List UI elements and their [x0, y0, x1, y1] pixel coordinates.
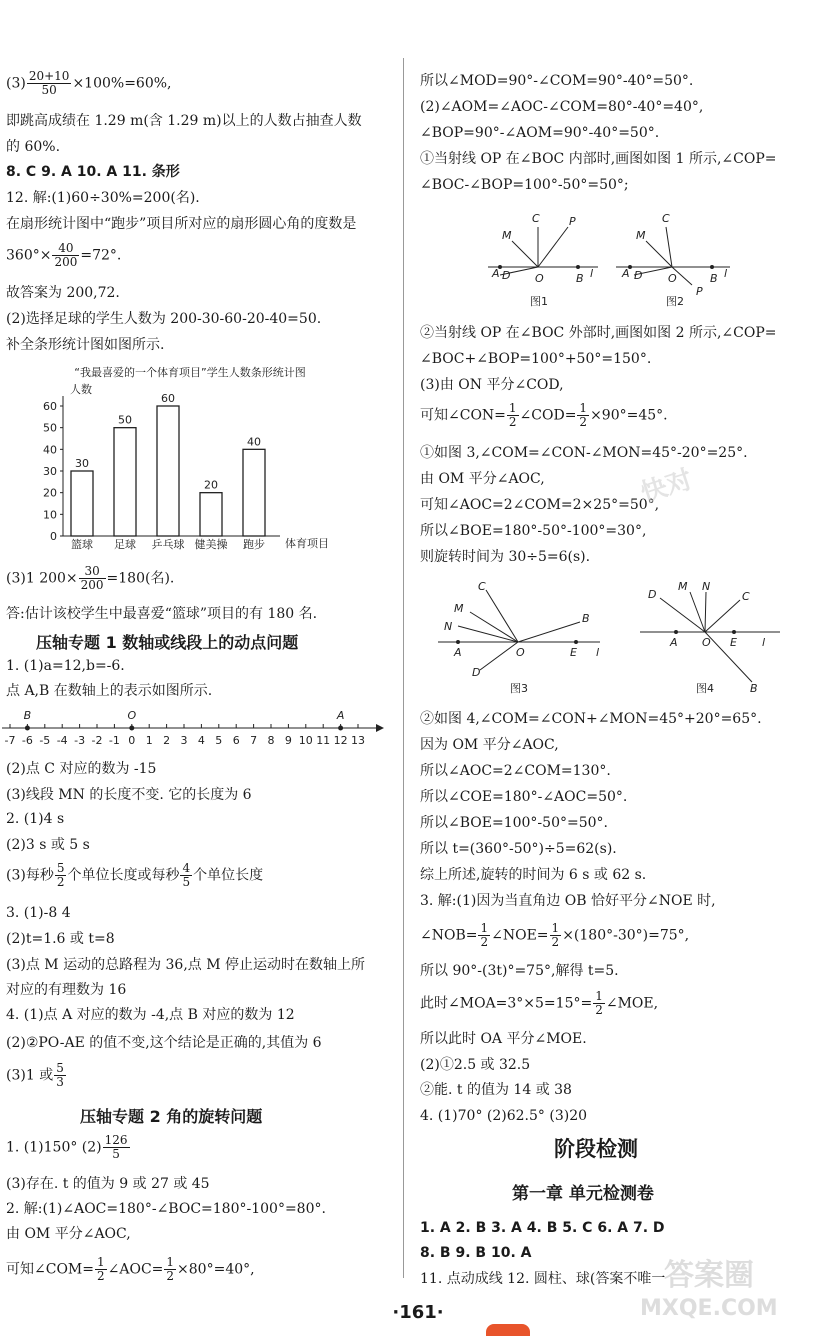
answer-line: 4. (1)70° (2)62.5° (3)20 [420, 1108, 588, 1124]
svg-text:O: O [516, 646, 525, 659]
answer-line: 因为 OM 平分∠AOC, [420, 737, 559, 753]
answer-line: 所以此时 OA 平分∠MOE. [420, 1031, 587, 1047]
svg-text:C: C [662, 212, 670, 225]
svg-text:P: P [696, 285, 703, 298]
svg-text:N: N [702, 580, 711, 593]
figure-3-caption: 图3 [510, 682, 528, 695]
number-line-tick-label: -1 [108, 734, 120, 747]
answer-line: (3)点 M 运动的总路程为 36,点 M 停止运动时在数轴上所 [6, 957, 366, 973]
number-line-tick-label: 1 [145, 734, 153, 747]
watermark: MXQE.COM [640, 1296, 778, 1321]
y-tick-label: 60 [43, 400, 57, 413]
y-tick-label: 40 [43, 443, 57, 457]
answer-line: 所以∠BOE=100°-50°=50°. [420, 815, 608, 831]
answer-line: 则旋转时间为 30÷5=6(s). [420, 549, 591, 565]
svg-text:M: M [636, 229, 646, 242]
answer-line: ②能. t 的值为 14 或 38 [420, 1082, 572, 1098]
answer-line: (2)点 C 对应的数为 -15 [6, 761, 157, 777]
svg-text:B: B [582, 612, 590, 625]
answer-line: 4. (1)点 A 对应的数为 -4,点 B 对应的数为 12 [6, 1007, 295, 1023]
answer-line: 1. (1)150° (2) $\frac{126}{5}$ [6, 1133, 128, 1161]
y-tick-label: 0 [50, 530, 57, 543]
figure-3-4 [430, 576, 810, 700]
number-line-tick-label: 2 [163, 734, 171, 747]
svg-text:E: E [730, 636, 737, 649]
number-line-tick-label: -2 [91, 734, 103, 747]
section-heading: 压轴专题 1 数轴或线段上的动点问题 [36, 633, 299, 652]
answer-line: 对应的有理数为 16 [6, 982, 127, 998]
svg-text:N: N [444, 620, 453, 633]
bar-value-label: 30 [75, 457, 89, 470]
answer-line: (3)存在. t 的值为 9 或 27 或 45 [6, 1176, 210, 1192]
category-label: 乒乓球 [151, 538, 185, 551]
svg-text:B: B [710, 272, 718, 285]
svg-text:D: D [502, 269, 511, 282]
answer-line: (3)由 ON 平分∠COD, [420, 377, 564, 393]
number-line-tick-label: -3 [74, 734, 86, 747]
number-line-tick-label: -4 [56, 734, 68, 747]
number-line-tick-label: 13 [351, 734, 365, 747]
answer-line: 可知∠CON= $\frac{1}{2}$ ∠COD= $\frac{1}{2}$ ×90°=45°. [420, 401, 668, 429]
figure-4-caption: 图4 [696, 682, 714, 695]
svg-text:l: l [596, 646, 600, 659]
number-line-tick-label: -7 [4, 734, 16, 747]
number-line-tick-label: -5 [39, 734, 51, 747]
number-line-tick-label: 9 [284, 734, 292, 747]
answer-line: 12. 解:(1)60÷30%=200(名). [6, 190, 200, 206]
answer-line: (3) $\frac{20+10}{50}$ ×100%=60%, [6, 69, 172, 97]
number-line-tick-label: 10 [298, 734, 313, 747]
bar [114, 428, 136, 536]
svg-text:A: A [670, 636, 678, 649]
answer-line: (3)1 或 $\frac{5}{3}$ [6, 1061, 64, 1089]
answer-line: 所以∠AOC=2∠COM=130°. [420, 763, 611, 779]
watermark: 快对 [637, 464, 697, 510]
y-tick-label: 20 [43, 486, 57, 500]
answer-line: 1. (1)a=12,b=-6. [6, 658, 125, 674]
bar [71, 471, 93, 536]
chapter-title: 第一章 单元检测卷 [512, 1184, 654, 1204]
number-line-point-label: A [336, 709, 345, 722]
answer-line: 1. A 2. B 3. A 4. B 5. C 6. A 7. D [420, 1220, 665, 1236]
answer-line: 答:估计该校学生中最喜爱“篮球”项目的有 180 名. [6, 606, 318, 622]
bar [243, 449, 265, 536]
answer-line: (3)每秒 $\frac{5}{2}$ 个单位长度或每秒 $\frac{4}{5}$ 个单位长度 [6, 861, 264, 889]
answer-line: ∠BOC-∠BOP=100°-50°=50°; [420, 177, 629, 193]
y-tick-label: 30 [43, 465, 57, 478]
answer-line: 可知∠AOC=2∠COM=2×25°=50°, [420, 497, 660, 513]
answer-line: ①当射线 OP 在∠BOC 内部时,画图如图 1 所示,∠COP= [420, 151, 777, 167]
answer-line: ∠BOP=90°-∠AOM=90°-40°=50°. [420, 125, 660, 141]
svg-text:l: l [590, 267, 594, 280]
section-title: 阶段检测 [554, 1137, 638, 1161]
svg-text:A: A [454, 646, 462, 659]
answer-line: 8. C 9. A 10. A 11. 条形 [6, 164, 180, 180]
answer-line: 2. 解:(1)∠AOC=180°-∠BOC=180°-100°=80°. [6, 1201, 326, 1217]
category-label: 跑步 [243, 538, 265, 551]
answer-line: 由 OM 平分∠AOC, [6, 1226, 131, 1242]
svg-text:C: C [742, 590, 750, 603]
number-line-tick-label: 12 [333, 734, 348, 747]
answer-line: 所以 t=(360°-50°)÷5=62(s). [420, 841, 617, 857]
svg-text:A: A [622, 267, 630, 280]
figure-2-caption: 图2 [666, 295, 684, 308]
bar-value-label: 50 [118, 413, 132, 427]
y-tick-label: 10 [43, 508, 57, 522]
answer-line: 的 60%. [6, 139, 61, 155]
answer-line: 即跳高成绩在 1.29 m(含 1.29 m)以上的人数占抽查人数 [6, 113, 362, 129]
number-line-tick-label: 7 [250, 734, 258, 747]
category-label: 篮球 [71, 538, 93, 551]
svg-text:B: B [576, 272, 584, 285]
answer-line: 所以∠BOE=180°-50°-100°=30°, [420, 523, 647, 539]
answer-line: 在扇形统计图中“跑步”项目所对应的扇形圆心角的度数是 [6, 216, 357, 232]
svg-text:D: D [634, 269, 643, 282]
section-heading: 压轴专题 2 角的旋转问题 [80, 1107, 263, 1126]
figure-1-2 [480, 205, 760, 315]
answer-line: 11. 点动成线 12. 圆柱、球(答案不唯一 [420, 1271, 666, 1287]
answer-line: (2)②PO-AE 的值不变,这个结论是正确的,其值为 6 [6, 1035, 322, 1051]
number-line-tick-label: 6 [232, 734, 240, 747]
svg-text:P: P [569, 215, 576, 228]
bar-value-label: 20 [204, 478, 218, 492]
answer-line: 此时∠MOA=3°×5=15°= $\frac{1}{2}$ ∠MOE, [420, 989, 659, 1017]
bar-chart [30, 362, 360, 552]
svg-text:C: C [478, 580, 486, 593]
svg-text:M: M [502, 229, 512, 242]
answer-line: (3)1 200× $\frac{30}{200}$ =180(名). [6, 564, 175, 592]
bar [157, 406, 179, 536]
chart-ylabel: 人数 [70, 383, 92, 396]
answer-line: 点 A,B 在数轴上的表示如图所示. [6, 683, 213, 699]
number-line-tick-label: 0 [128, 734, 136, 747]
svg-text:l: l [762, 636, 766, 649]
answer-line: (3)线段 MN 的长度不变. 它的长度为 6 [6, 787, 252, 803]
figure-3 [438, 580, 600, 695]
category-label: 足球 [114, 538, 136, 551]
answer-line: ①如图 3,∠COM=∠CON-∠MON=45°-20°=25°. [420, 445, 748, 461]
number-line-tick-label: 5 [215, 734, 223, 747]
answer-line: 故答案为 200,72. [6, 285, 120, 301]
svg-text:O: O [702, 636, 711, 649]
svg-text:l: l [724, 267, 728, 280]
answer-line: ②如图 4,∠COM=∠CON+∠MON=45°+20°=65°. [420, 711, 762, 727]
answer-line: 补全条形统计图如图所示. [6, 337, 165, 353]
svg-text:M: M [678, 580, 688, 593]
number-line-point [25, 726, 30, 731]
chart-xlabel: 体育项目 [285, 537, 329, 550]
column-divider [403, 58, 404, 1278]
answer-line: (2)t=1.6 或 t=8 [6, 931, 115, 947]
answer-line: (2)3 s 或 5 s [6, 837, 90, 853]
answer-line: ②当射线 OP 在∠BOC 外部时,画图如图 2 所示,∠COP= [420, 325, 777, 341]
answer-line: 由 OM 平分∠AOC, [420, 471, 545, 487]
figure-4 [640, 580, 780, 695]
page-tab-marker [486, 1324, 530, 1336]
answer-line: ∠BOC+∠BOP=100°+50°=150°. [420, 351, 652, 367]
svg-text:D: D [472, 666, 481, 679]
number-line-tick-label: 3 [180, 734, 188, 747]
number-line [0, 706, 390, 752]
answer-line: 3. 解:(1)因为当直角边 OB 恰好平分∠NOE 时, [420, 893, 716, 909]
answer-line: (2)∠AOM=∠AOC-∠COM=80°-40°=40°, [420, 99, 704, 115]
svg-text:O: O [535, 272, 544, 285]
number-line-tick-label: 8 [267, 734, 275, 747]
svg-text:O: O [668, 272, 677, 285]
figure-2 [616, 212, 730, 308]
bar-value-label: 60 [161, 392, 175, 405]
answer-line: (2)选择足球的学生人数为 200-30-60-20-40=50. [6, 311, 322, 327]
answer-line: 2. (1)4 s [6, 811, 65, 827]
svg-text:M: M [454, 602, 464, 615]
answer-line: 所以 90°-(3t)°=75°,解得 t=5. [420, 963, 619, 979]
answer-line: 3. (1)-8 4 [6, 905, 71, 921]
svg-text:D: D [648, 588, 657, 601]
svg-text:E: E [570, 646, 577, 659]
number-line-point [129, 726, 134, 731]
figure-1-caption: 图1 [530, 295, 548, 308]
answer-line: 综上所述,旋转的时间为 6 s 或 62 s. [420, 867, 647, 883]
number-line-point-label: B [23, 709, 32, 722]
chart-title: “我最喜爱的一个体育项目”学生人数条形统计图 [74, 366, 306, 379]
page-number: ·161· [392, 1302, 444, 1323]
y-tick-label: 50 [43, 421, 57, 435]
answer-line: 所以∠COE=180°-∠AOC=50°. [420, 789, 628, 805]
bar [200, 493, 222, 536]
svg-text:C: C [532, 212, 540, 225]
answer-line: 所以∠MOD=90°-∠COM=90°-40°=50°. [420, 73, 694, 89]
svg-text:B: B [750, 682, 758, 695]
number-line-tick-label: 4 [197, 734, 205, 747]
watermark: 答案圈 [664, 1258, 754, 1293]
answer-line: ∠NOB= $\frac{1}{2}$ ∠NOE= $\frac{1}{2}$ ×(180°-30°)=75°, [420, 921, 690, 949]
figure-1 [488, 212, 598, 308]
answer-line: 可知∠COM= $\frac{1}{2}$ ∠AOC= $\frac{1}{2}$ ×80°=40°, [6, 1255, 255, 1283]
number-line-point-label: O [127, 709, 137, 722]
number-line-point [338, 726, 343, 731]
answer-line: (2)①2.5 或 32.5 [420, 1057, 531, 1073]
svg-text:A: A [492, 267, 500, 280]
bar-value-label: 40 [247, 435, 261, 449]
number-line-tick-label: -6 [21, 734, 33, 747]
answer-line: 8. B 9. B 10. A [420, 1245, 532, 1261]
number-line-tick-label: 11 [316, 734, 331, 747]
category-label: 健美操 [194, 538, 228, 551]
answer-line: 360°× $\frac{40}{200}$ =72°. [6, 241, 122, 269]
